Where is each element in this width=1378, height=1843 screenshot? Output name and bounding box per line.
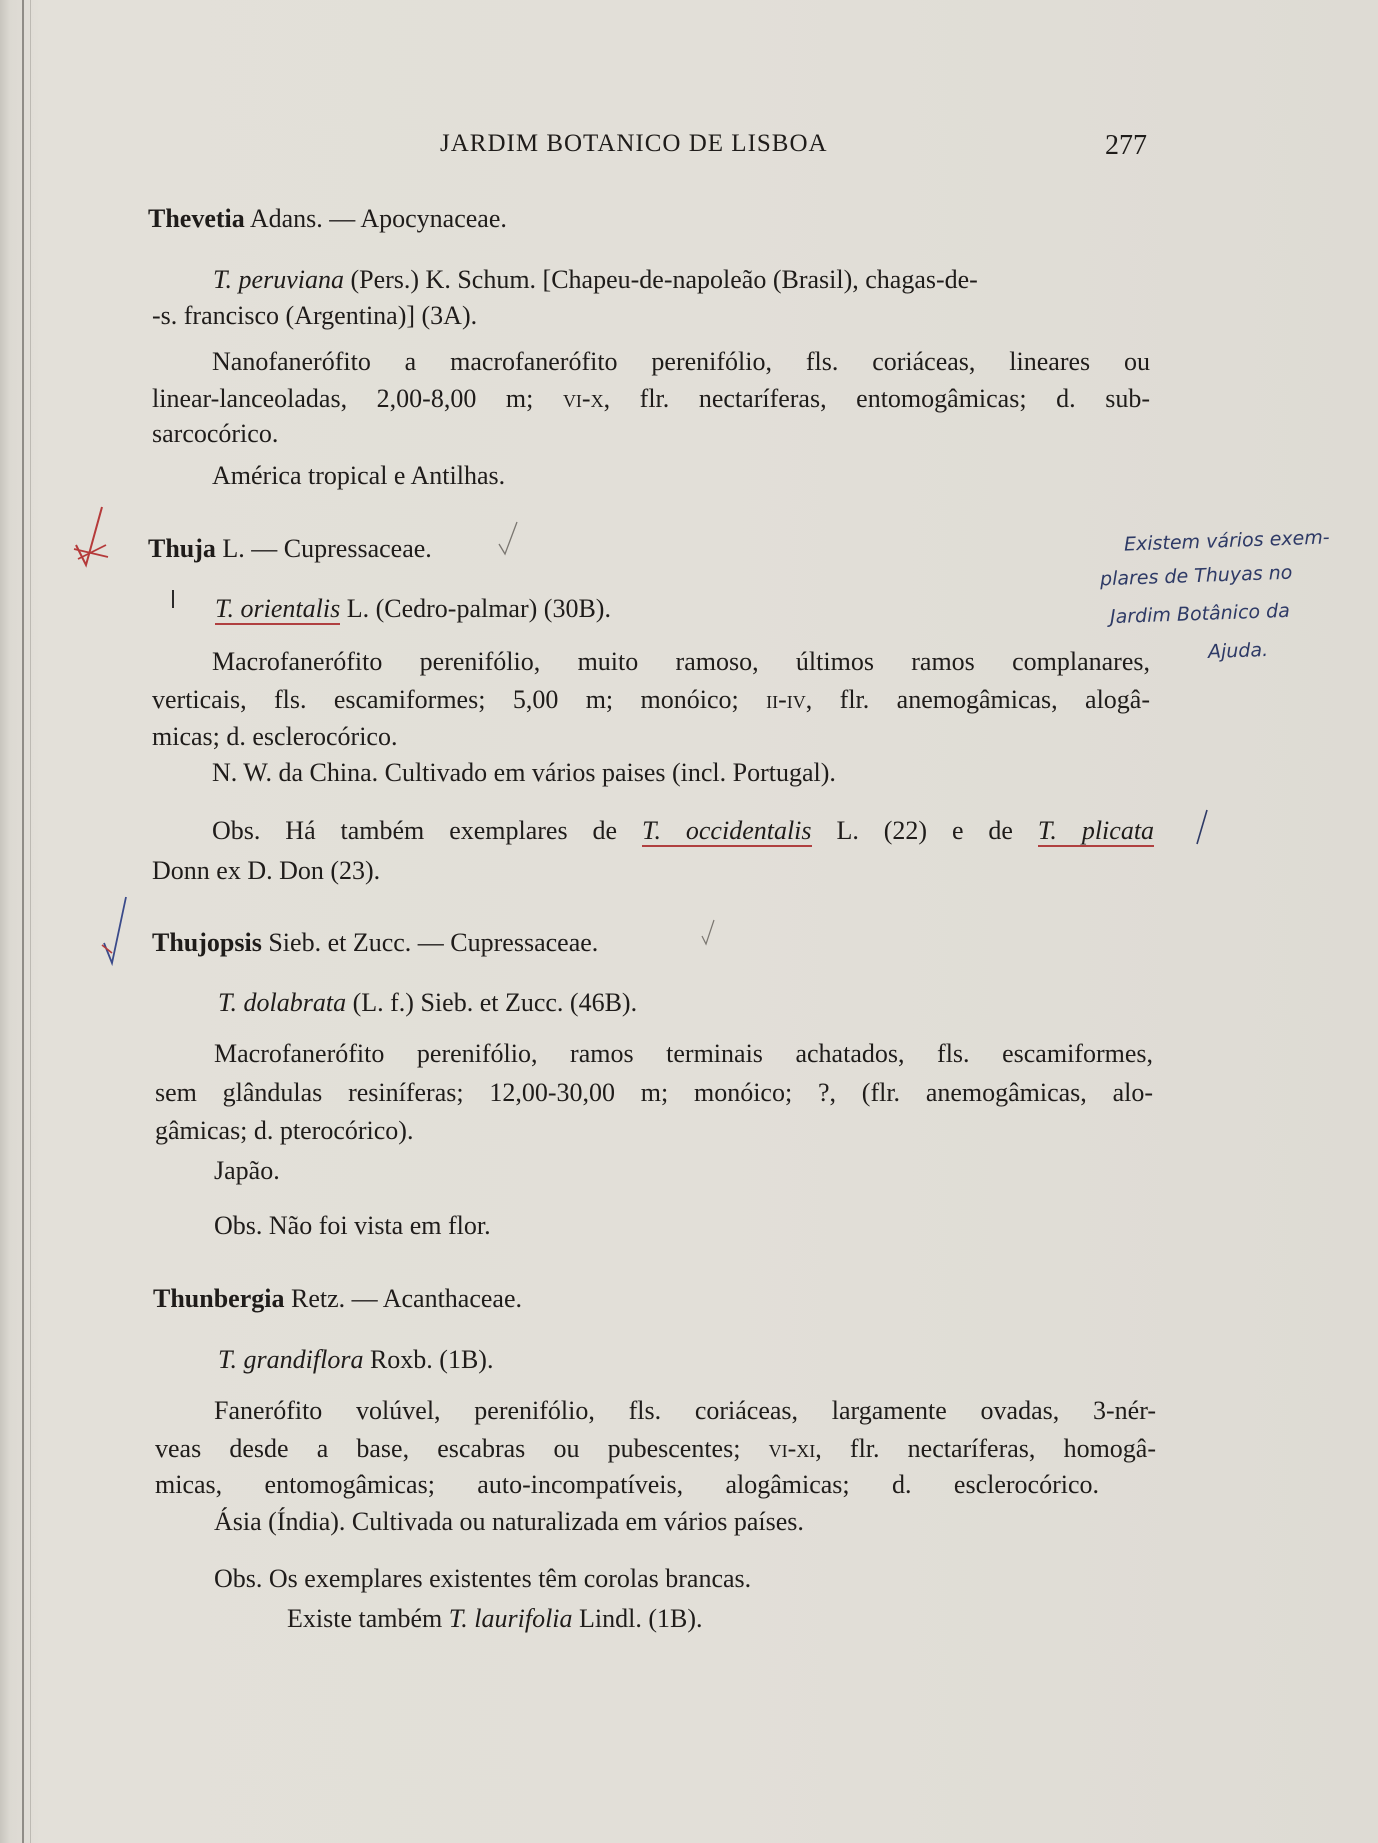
desc-part: verticais, fls. escamiformes; 5,00 m; monóico; <box>152 685 739 714</box>
genus-name: Thevetia <box>148 204 245 233</box>
distribution: Japão. <box>214 1156 280 1185</box>
description-line: gâmicas; d. pterocórico). <box>155 1116 414 1145</box>
description-line <box>155 1433 1156 1465</box>
observation-line <box>212 815 1154 847</box>
species-heading <box>213 264 978 296</box>
species-heading <box>215 593 611 625</box>
species-name: T. occidentalis <box>641 816 812 845</box>
running-title: JARDIM BOTANICO DE LISBOA <box>440 130 828 157</box>
species-name: T. orientalis <box>215 594 341 623</box>
desc-part: , flr. nectaríferas, homogâ- <box>815 1434 1156 1463</box>
author-family: Adans. — Apocynaceae. <box>249 204 507 233</box>
obs-part: Existe também <box>287 1604 443 1633</box>
description-line: Macrofanerófito perenifólio, ramos terminais achatados, fls. escamiformes, <box>214 1039 1153 1068</box>
author-family: Retz. — Acanthaceae. <box>291 1284 522 1313</box>
handwritten-note-line: Ajuda. <box>1207 638 1269 664</box>
description-line: Macrofanerófito perenifólio, muito ramoso, últimos ramos complanares, <box>212 647 1150 676</box>
pencil-tick-icon <box>700 918 716 948</box>
observation-line <box>287 1603 703 1635</box>
species-name: T. laurifolia <box>448 1604 573 1633</box>
species-heading-cont: -s. francisco (Argentina)] (3A). <box>152 301 478 330</box>
binding-edge <box>22 0 24 1843</box>
species-authority: (L. f.) Sieb. et Zucc. (46B). <box>352 988 638 1017</box>
species-heading <box>218 987 637 1019</box>
description-line <box>152 684 1150 716</box>
red-checkmark-icon <box>72 505 112 575</box>
handwritten-note-line: Existem vários exem- <box>1123 526 1330 556</box>
genus-heading-thuja <box>148 533 432 565</box>
page-number: 277 <box>1105 130 1147 161</box>
species-name: T. dolabrata <box>218 988 347 1017</box>
species-authority: Roxb. (1B). <box>369 1345 494 1374</box>
desc-part: linear-lanceoladas, 2,00-8,00 m; <box>152 384 534 413</box>
observation-line: Obs. Não foi vista em flor. <box>214 1211 491 1240</box>
phenology-months: ii-iv <box>766 685 806 714</box>
pencil-tick-icon <box>497 520 519 558</box>
genus-name: Thujopsis <box>152 928 262 957</box>
pencil-stroke-icon <box>170 588 176 610</box>
desc-part: , flr. anemogâmicas, alogâ- <box>805 685 1151 714</box>
description-line: sem glândulas resiníferas; 12,00-30,00 m; monóico; ?, (flr. anemogâmicas, alo- <box>155 1078 1153 1107</box>
observation-line: Obs. Os exemplares existentes têm corolas brancas. <box>214 1564 752 1593</box>
binding-edge-shadow <box>30 0 31 1843</box>
genus-name: Thuja <box>148 534 216 563</box>
handwritten-note-line: plares de Thuyas no <box>1099 561 1293 591</box>
distribution: América tropical e Antilhas. <box>212 461 506 490</box>
distribution: Ásia (Índia). Cultivada ou naturalizada em vários países. <box>214 1507 804 1536</box>
species-name: T. plicata <box>1037 816 1155 845</box>
genus-heading-thujopsis <box>152 927 598 959</box>
obs-part: Obs. Há também exemplares de <box>212 816 618 845</box>
distribution: N. W. da China. Cultivado em vários paises (incl. Portugal). <box>212 758 836 787</box>
species-name: T. grandiflora <box>218 1345 364 1374</box>
species-authority: (Pers.) K. Schum. [Chapeu-de-napoleão (Brasil), chagas-de- <box>350 265 978 294</box>
obs-part: L. (22) e de <box>836 816 1013 845</box>
description-line <box>152 383 1150 415</box>
phenology-months: vi-xi <box>768 1434 816 1463</box>
author-family: Sieb. et Zucc. — Cupressaceae. <box>268 928 599 957</box>
genus-heading-thunbergia <box>153 1283 522 1315</box>
species-heading <box>218 1344 493 1376</box>
desc-part: , flr. nectaríferas, entomogâmicas; d. sub- <box>603 384 1150 413</box>
description-line: sarcocórico. <box>152 419 279 448</box>
blue-checkmark-icon <box>100 895 130 965</box>
description-line: Fanerófito volúvel, perenifólio, fls. coriáceas, largamente ovadas, 3-nér- <box>214 1396 1156 1425</box>
pencil-tick-icon <box>1193 808 1211 848</box>
species-authority: L. (Cedro-palmar) (30B). <box>346 594 611 623</box>
description-line: micas, entomogâmicas; auto-incompatíveis, alogâmicas; d. esclerocórico. <box>155 1470 1099 1499</box>
genus-name: Thunbergia <box>153 1284 285 1313</box>
obs-part: Lindl. (1B). <box>579 1604 703 1633</box>
genus-heading-thevetia <box>148 203 507 235</box>
description-line: Nanofanerófito a macrofanerófito perenifólio, fls. coriáceas, lineares ou <box>212 347 1150 376</box>
species-name: T. peruviana <box>213 265 344 294</box>
description-line: micas; d. esclerocórico. <box>152 722 398 751</box>
author-family: L. — Cupressaceae. <box>222 534 432 563</box>
desc-part: veas desde a base, escabras ou pubescentes; <box>155 1434 741 1463</box>
handwritten-note-line: Jardim Botânico da <box>1109 599 1291 629</box>
observation-line: Donn ex D. Don (23). <box>152 856 381 885</box>
phenology-months: vi-x <box>562 384 604 413</box>
